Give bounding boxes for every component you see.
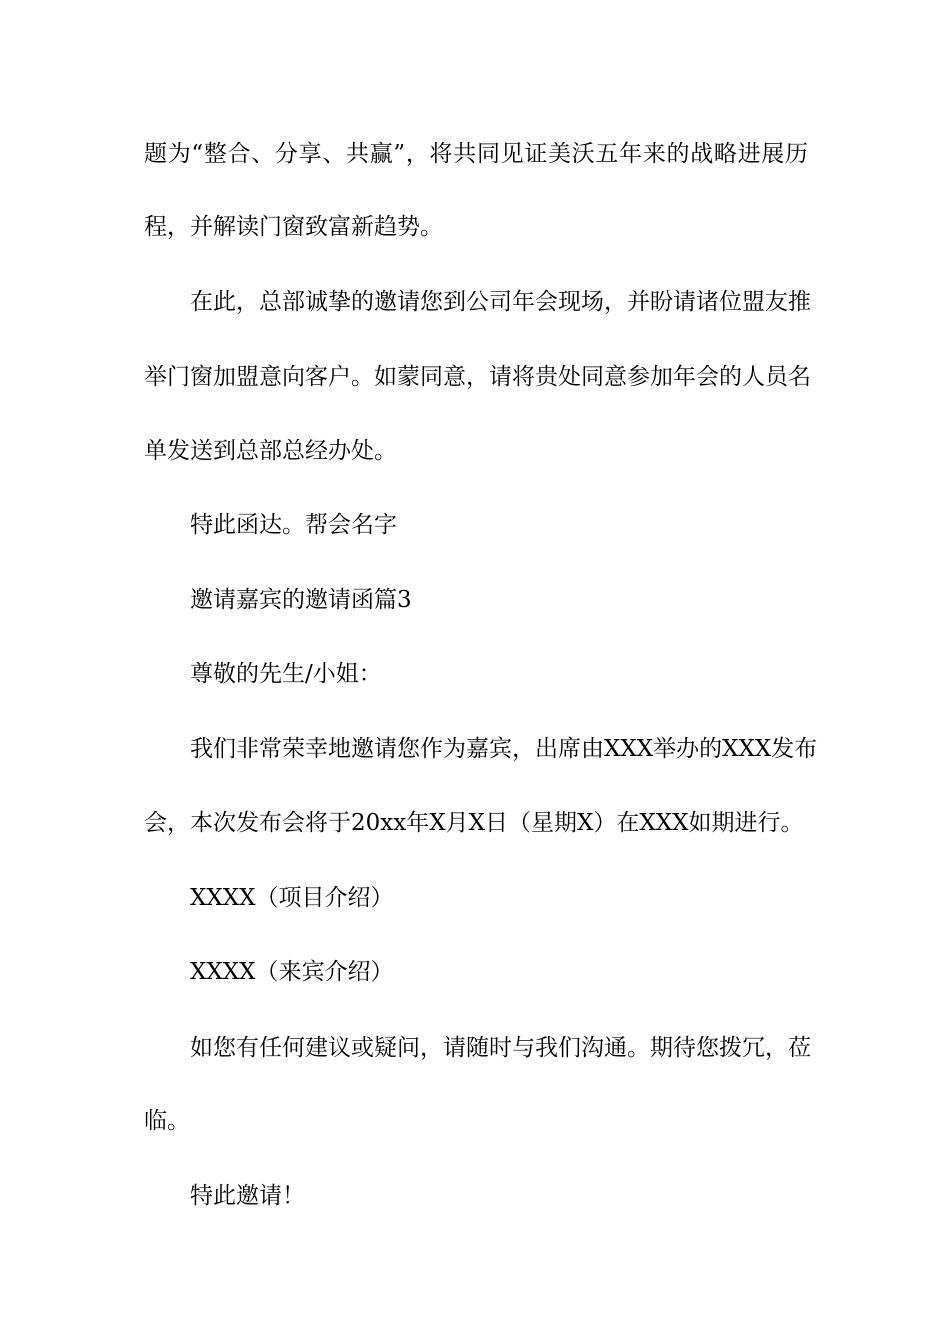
paragraph-line-event-end: 会，本次发布会将于20xx年X月X日（星期X）在XXX如期进行。 — [144, 810, 804, 836]
salutation: 尊敬的先生/小姐： — [190, 661, 382, 687]
paragraph-line-theme-end: 程，并解读门窗致富新趋势。 — [144, 214, 443, 240]
project-intro-line: XXXX（项目介绍） — [190, 885, 394, 911]
paragraph-line-theme: 题为“整合、分享、共赢”，将共同见证美沃五年来的战略进展历 — [144, 141, 808, 167]
guest-intro-line: XXXX（来宾介绍） — [190, 959, 394, 985]
paragraph-line-contact: 如您有任何建议或疑问，请随时与我们沟通。期待您拨冗，莅 — [190, 1035, 811, 1061]
paragraph-line-invitation: 在此，总部诚挚的邀请您到公司年会现场，并盼请诸位盟友推 — [190, 289, 811, 315]
paragraph-line-event: 我们非常荣幸地邀请您作为嘉宾，出席由XXX举办的XXX发布 — [190, 736, 818, 762]
section-heading: 邀请嘉宾的邀请函篇3 — [190, 587, 412, 613]
paragraph-line-invitation-end: 单发送到总部总经办处。 — [144, 438, 397, 464]
paragraph-line-invitation-2: 举门窗加盟意向客户。如蒙同意，请将贵处同意参加年会的人员名 — [144, 364, 811, 390]
closing-line: 特此函达。帮会名字 — [190, 512, 397, 538]
closing-invitation: 特此邀请！ — [190, 1183, 305, 1209]
paragraph-line-contact-end: 临。 — [144, 1108, 190, 1134]
